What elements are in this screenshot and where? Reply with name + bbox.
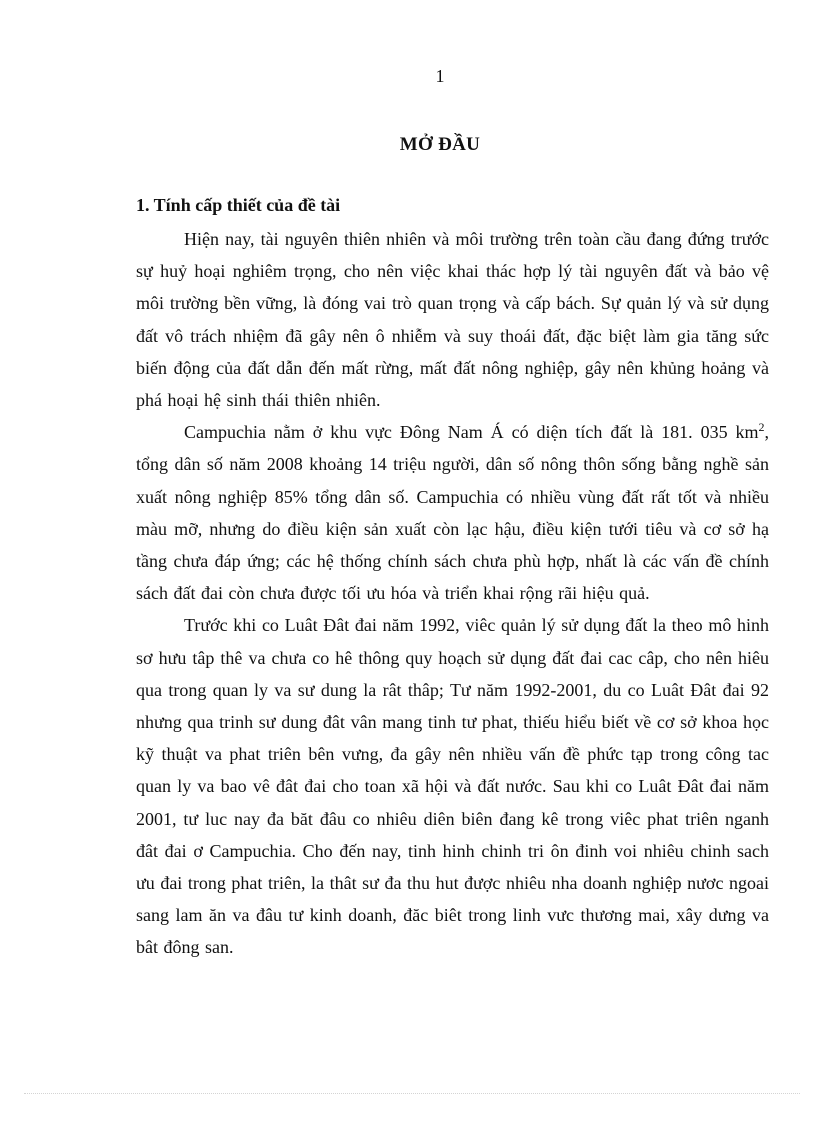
campuchia-text-end: , tổng dân số năm 2008 khoảng 14 triệu người, dân số nông thôn sống bằng nghề sản xuất nông nghiệp 85% tổng dân số. Campuchia có nhiều vùng đất rất tốt và nhiều màu mỡ, nhưng do điều kiện sản xuất còn lạc hậu, điều kiện tưới tiêu và cơ sở hạ tầng chưa đáp ứng; các hệ thống chính sách chưa phù hợp, nhất là các vấn đề chính sách đất đai còn chưa được tối ưu hóa và triển khai rộng rãi hiệu quả. [136, 422, 769, 604]
page-number: 1 [435, 66, 445, 86]
campuchia-text-start: Campuchia nằm ở khu vực Đông Nam Á có diện tích đất là 181. 035 km [184, 422, 759, 443]
section-heading: 1. Tính cấp thiết của đề tài [136, 195, 341, 215]
paragraph-campuchia [136, 416, 769, 609]
paragraph-environment: Hiện nay, tài nguyên thiên nhiên và môi trường trên toàn cầu đang đứng trước sự huỷ hoại nghiêm trọng, cho nên việc khai thác hợp lý tài nguyên đất và bảo vệ môi trường bền vững, là đóng vai trò quan trọng và cấp bách. Sự quản lý và sử dụng đất vô trách nhiệm đã gây nên ô nhiễm và suy thoái đất, đặc biệt làm gia tăng sức biến động của đất dẫn đến mất rừng, mất đất nông nghiệp, gây nên khủng hoảng và phá hoại hệ sinh thái thiên nhiên. [136, 229, 769, 411]
body-text [136, 223, 769, 964]
area-unit-superscript: 2 [758, 420, 765, 435]
page-title: MỞ ĐẦU [399, 134, 481, 155]
paragraph-land-law: Trước khi co Luât Đât đai năm 1992, viêc quản lý sử dụng đất la theo mô hinh sơ hưu tâp thê va chưa co hê thông quy hoạch sử dụng đất đai cac câp, cho nên hiêu qua trong quan ly va sư dung la rât thâp; Tư năm 1992-2001, du co Luât Đât đai 92 nhưng qua trinh sư dung đât vân mang tinh tư phat, thiếu hiểu biết về cơ sở khoa học kỹ thuật va phat triên bên vưng, đa gây nên nhiều vấn đề phức tạp trong công tac quan ly va bao vê đât đai cho toan xã hội và đất nước. Sau khi co Luât Đât đai năm 2001, tư luc nay đa băt đâu co nhiêu diên biên đang kê trong viêc phat triên nganh đât đai ơ Campuchia. Cho đến nay, tinh hinh chinh tri ôn đinh voi nhiêu chinh sach ưu đai trong phat triên, la thât sư đa thu hut được nhiêu nha doanh nghiệp nươc ngoai sang lam ăn va đâu tư kinh doanh, đăc biêt trong linh vưc thương mai, xây dưng va bât đông san. [136, 615, 769, 958]
page-bottom-divider [24, 1093, 800, 1094]
